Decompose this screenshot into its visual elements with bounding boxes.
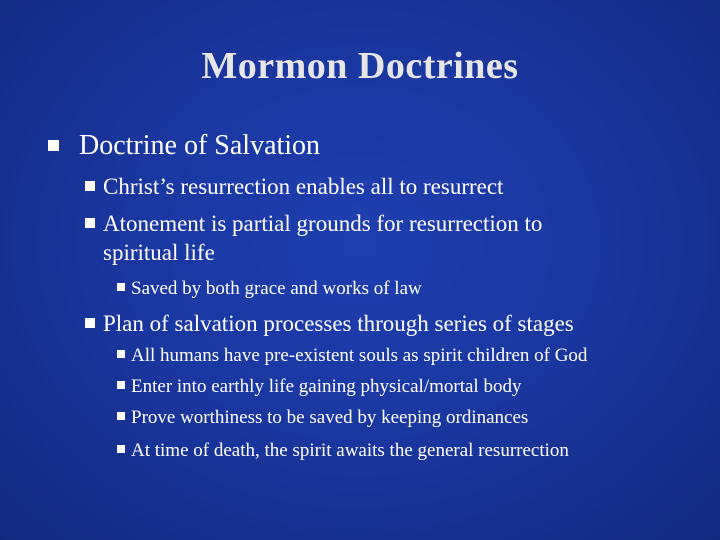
bullet-item-level3: [117, 439, 569, 463]
bullet-text: All humans have pre-existent souls as spirit children of God: [131, 345, 588, 366]
bullet-text: Doctrine of Salvation: [79, 130, 321, 161]
square-bullet-icon: [85, 318, 95, 328]
bullet-text: Enter into earthly life gaining physical/mortal body: [131, 376, 522, 397]
bullet-item-level2: [85, 172, 503, 201]
bullet-item-level2: [85, 309, 574, 338]
bullet-item-level2: [85, 209, 542, 238]
bullet-text: Saved by both grace and works of law: [131, 278, 422, 299]
square-bullet-icon: [85, 218, 95, 228]
square-bullet-icon: [117, 283, 125, 291]
bullet-item-level3: [117, 375, 521, 399]
bullet-item-level1: [48, 130, 320, 162]
square-bullet-icon: [117, 381, 125, 389]
bullet-text: Plan of salvation processes through series of stages: [103, 311, 574, 336]
bullet-text: Christ’s resurrection enables all to resurrect: [103, 174, 504, 199]
square-bullet-icon: [48, 140, 59, 151]
bullet-item-level3: [117, 406, 528, 430]
bullet-text: spiritual life: [103, 240, 215, 265]
bullet-text: Prove worthiness to be saved by keeping ordinances: [131, 407, 529, 428]
bullet-text: At time of death, the spirit awaits the general resurrection: [131, 440, 569, 461]
bullet-continuation: [103, 238, 215, 267]
square-bullet-icon: [117, 445, 125, 453]
square-bullet-icon: [85, 181, 95, 191]
square-bullet-icon: [117, 412, 125, 420]
square-bullet-icon: [117, 350, 125, 358]
bullet-text: Atonement is partial grounds for resurrection to: [103, 211, 543, 236]
bullet-item-level3: [117, 277, 422, 301]
slide-title: Mormon Doctrines: [201, 45, 519, 87]
bullet-item-level3: [117, 344, 587, 368]
